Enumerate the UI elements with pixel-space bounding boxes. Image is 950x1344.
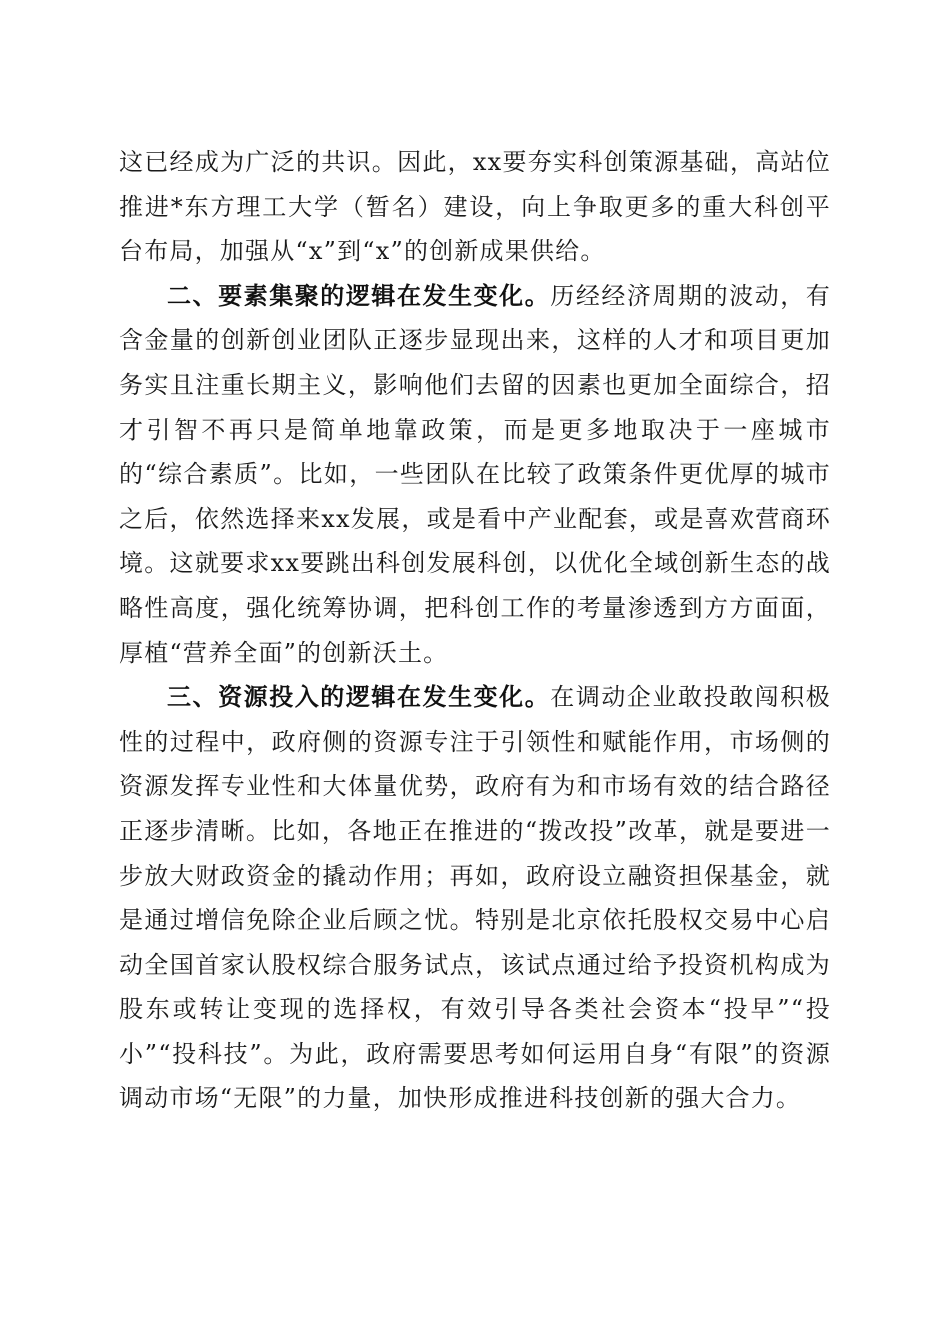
paragraph-section-three xyxy=(119,675,831,1121)
document-body xyxy=(119,140,831,1121)
section-heading-two: 二、要素集聚的逻辑在发生变化。 xyxy=(167,280,551,310)
paragraph-text: 这已经成为广泛的共识。因此，xx要夯实科创策源基础，高站位推进*东方理工大学（暂名）建设，向上争取更多的重大科创平台布局，加强从“x”到“x”的创新成果供给。 xyxy=(119,148,831,266)
section-heading-three: 三、资源投入的逻辑在发生变化。 xyxy=(167,682,551,712)
paragraph-section-two xyxy=(119,274,831,675)
paragraph-text: 在调动企业敢投敢闯积极性的过程中，政府侧的资源专注于引领性和赋能作用，市场侧的资源发挥专业性和大体量优势，政府有为和市场有效的结合路径正逐步清晰。比如，各地正在推进的“拨改投”改革，就是要进一步放大财政资金的撬动作用；再如，政府设立融资担保基金，就是通过增信免除企业后顾之忧。特别是北京依托股权交易中心启动全国首家认股权综合服务试点，该试点通过给予投资机构成为股东或转让变现的选择权，有效引导各类社会资本“投早”“投小”“投科技”。为此，政府需要思考如何运用自身“有限”的资源调动市场“无限”的力量，加快形成推进科技创新的强大合力。 xyxy=(119,683,831,1113)
paragraph-text: 历经经济周期的波动，有含金量的创新创业团队正逐步显现出来，这样的人才和项目更加务实且注重长期主义，影响他们去留的因素也更加全面综合，招才引智不再只是简单地靠政策，而是更多地取决于一座城市的“综合素质”。比如，一些团队在比较了政策条件更优厚的城市之后，依然选择来xx发展，或是看中产业配套，或是喜欢营商环境。这就要求xx要跳出科创发展科创，以优化全域创新生态的战略性高度，强化统筹协调，把科创工作的考量渗透到方方面面，厚植“营养全面”的创新沃土。 xyxy=(119,281,831,667)
paragraph-continuation xyxy=(119,140,831,274)
